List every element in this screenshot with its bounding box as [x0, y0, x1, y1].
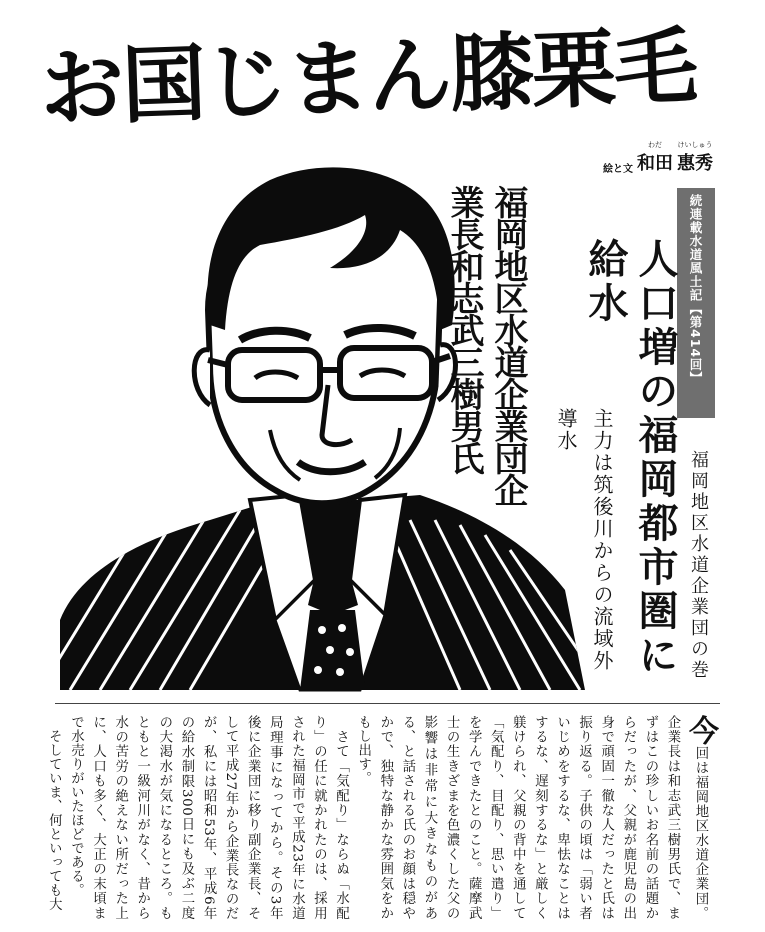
- article-paragraph-2: [64, 715, 351, 920]
- article-paragraph-3-text: そしていま、何といっても大: [46, 729, 62, 911]
- portrait-caption: 福岡地区水道企業団企業長和志武三樹男氏: [444, 185, 528, 505]
- byline-role: 絵と文: [603, 164, 633, 175]
- headline-volume: 福岡地区水道企業団の巻: [688, 450, 709, 681]
- article-dropcap: 今: [683, 715, 718, 747]
- article-body: [46, 715, 718, 921]
- series-tag: 続連載水道風土記【第414回】: [677, 188, 715, 418]
- section-divider: [55, 703, 720, 704]
- article-paragraph-3: [42, 715, 64, 920]
- author-given-text: 惠秀: [677, 153, 713, 174]
- author-given-name: [677, 141, 713, 175]
- headline-main: 人口増の福岡都市圏に給水: [582, 238, 679, 678]
- author-surname: [637, 141, 673, 175]
- article-paragraph-2-text: さて「気配り」ならぬ「水配り」の任に就かれたのは、採用された福岡市で平成23年に水道局理事になってから。その3年後に企業団に移り副企業長、そして平成27年から企業長なのだが、私には昭和53年、平成6年の給水制限300日にも及ぶ二度の大渇水が気になるところ。もともと一級河川がなく、昔から水の苦労の絶えない所だった上に、人口も多く、大正の末頃まで水売りがいたほどである。: [68, 715, 349, 921]
- article-paragraph-1: [352, 715, 717, 920]
- headline-subtitle: 主力は筑後川からの流域外導水: [554, 408, 614, 672]
- masthead-title: お国じまん膝栗毛: [38, 17, 698, 139]
- byline: [603, 141, 713, 175]
- article-paragraph-1-text: 回は福岡地区水道企業団。企業長は和志武三樹男氏で、まずはこの珍しいお名前の話題からだったが、父親が鹿児島の出身で頑固一徹な人だったと氏は振り返る。子供の頃は「弱い者いじめをするな、卑怯なことはするな、遅刻するな」と厳しく躾けられ、父親の背中を通して「気配り、目配り、思い遣り」を学んできたとのこと。薩摩武士の生きざまを色濃くした父の影響は非常に大きなものがある、と話される氏のお顔は穏やかで、独特な静かな雰囲気をかもし出す。: [355, 715, 708, 920]
- author-given-reading: けいしゅう: [677, 141, 713, 149]
- author-surname-reading: わだ: [648, 141, 662, 149]
- author-surname-text: 和田: [637, 153, 673, 174]
